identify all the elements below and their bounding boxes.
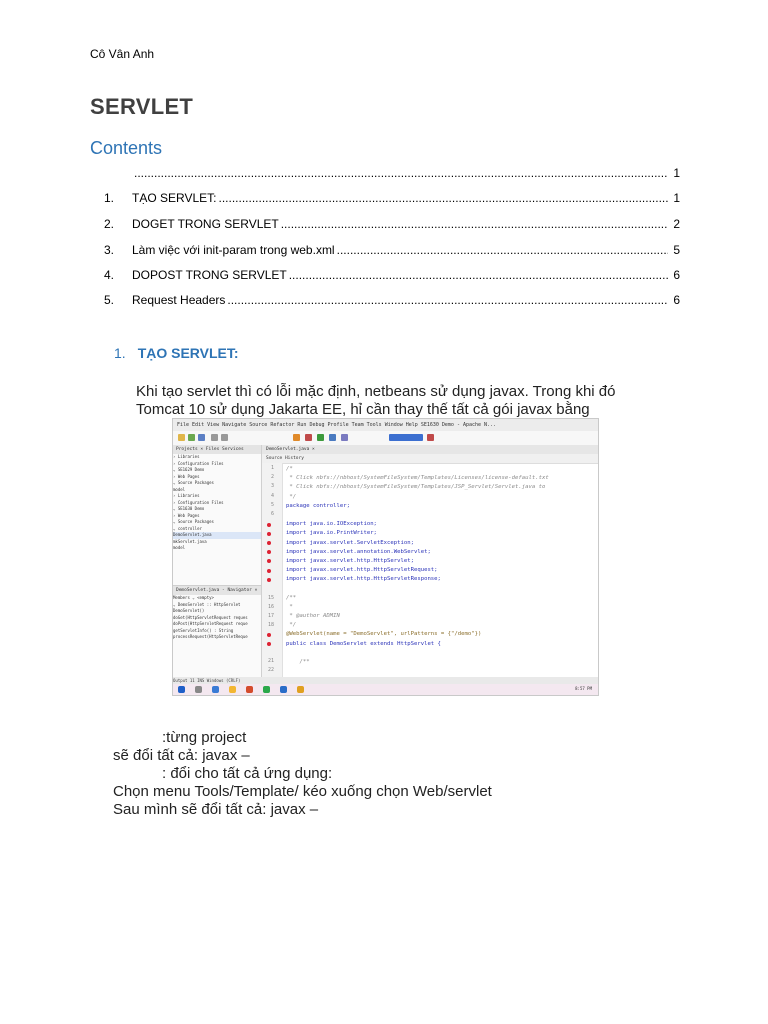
toc-leader bbox=[218, 191, 668, 205]
code-line: @WebServlet(name = "DemoServlet", urlPatterns = {"/demo"}) bbox=[286, 631, 482, 638]
search-icon[interactable] bbox=[195, 686, 202, 693]
file-explorer-icon[interactable] bbox=[229, 686, 236, 693]
navigator-item[interactable]: ⌄ DemoServlet :: HttpServlet bbox=[173, 601, 241, 607]
code-line bbox=[286, 649, 596, 658]
netbeans-screenshot bbox=[172, 418, 599, 696]
after-line-2: sẽ đổi tất cả: javax – bbox=[113, 747, 250, 764]
error-marker-icon bbox=[267, 642, 271, 646]
code-area[interactable] bbox=[286, 465, 596, 667]
section-heading bbox=[114, 345, 239, 361]
toc-entry-1[interactable] bbox=[90, 187, 680, 205]
document-title: SERVLET bbox=[90, 94, 194, 119]
error-marker-icon bbox=[267, 633, 271, 637]
code-line: */ bbox=[286, 493, 297, 500]
code-line bbox=[286, 511, 596, 520]
tree-item[interactable]: ⌄ Source Packages bbox=[173, 480, 214, 485]
error-marker-icon bbox=[267, 569, 271, 573]
tree-item[interactable]: ⌄ controller bbox=[173, 525, 202, 531]
toc-leader bbox=[134, 166, 668, 180]
memory-indicator-icon bbox=[389, 434, 423, 441]
tree-item[interactable]: › Configuration Files bbox=[173, 499, 224, 505]
save-icon bbox=[198, 434, 205, 441]
navigator-item[interactable]: doPost(HttpServletRequest reque bbox=[173, 621, 248, 626]
task-view-icon[interactable] bbox=[212, 686, 219, 693]
ide-menubar: File Edit View Navigate Source Refactor Run Debug Profile Team Tools Window Help SE1630 Demo - Apache N... bbox=[173, 419, 598, 431]
toc-page-number: 6 bbox=[673, 293, 680, 307]
line-number: 17 bbox=[267, 613, 274, 619]
contents-heading: Contents bbox=[90, 138, 163, 158]
line-number: 5 bbox=[270, 501, 274, 508]
code-line bbox=[286, 584, 596, 593]
chrome-icon[interactable] bbox=[263, 686, 270, 693]
after-line-1: :từng project bbox=[162, 729, 247, 746]
code-line: import java.io.IOException; bbox=[286, 521, 377, 528]
projects-tabs: Projects × Files Services bbox=[173, 445, 261, 454]
build-icon bbox=[293, 434, 300, 441]
code-line: import java.io.PrintWriter; bbox=[286, 530, 377, 537]
toc-entry-0[interactable] bbox=[90, 162, 680, 180]
error-marker-icon bbox=[267, 550, 271, 554]
after-line-5: Sau mình sẽ đổi tất cả: javax – bbox=[113, 801, 319, 818]
toc-text: Request Headers bbox=[132, 293, 226, 307]
section-title: TẠO SERVLET: bbox=[137, 345, 239, 361]
line-number: 2 bbox=[270, 474, 274, 481]
code-line: import javax.servlet.ServletException; bbox=[286, 539, 414, 546]
tree-item[interactable]: ⌄ SE1629 Demo bbox=[173, 467, 205, 472]
section-number: 1. bbox=[114, 345, 126, 361]
toc-page-number: 1 bbox=[673, 166, 680, 180]
tree-item-selected[interactable]: DemoServlet.java bbox=[173, 532, 261, 539]
navigator-item[interactable]: DemoServlet() bbox=[173, 608, 205, 613]
code-editor[interactable] bbox=[262, 445, 598, 677]
line-number-gutter bbox=[262, 463, 283, 677]
code-line: * @author ADMIN bbox=[286, 613, 340, 619]
code-line: /* bbox=[286, 466, 293, 472]
outlook-icon[interactable] bbox=[280, 686, 287, 693]
code-line: import javax.servlet.http.HttpServletResponse; bbox=[286, 576, 441, 583]
line-number: 1 bbox=[270, 465, 274, 471]
toc-page-number: 6 bbox=[673, 268, 680, 282]
toc-leader bbox=[227, 293, 668, 307]
navigator-item[interactable]: processRequest(HttpServletReque bbox=[173, 634, 248, 639]
toc-number: 5. bbox=[104, 293, 115, 307]
line-number: 3 bbox=[270, 483, 274, 490]
line-number: 15 bbox=[267, 594, 274, 601]
line-number: 6 bbox=[270, 511, 274, 517]
toc-number: 1. bbox=[104, 191, 115, 205]
after-line-3: : đổi cho tất cả ứng dụng: bbox=[162, 765, 333, 782]
new-project-icon bbox=[178, 434, 185, 441]
error-marker-icon bbox=[267, 541, 271, 545]
toc-entry-3[interactable] bbox=[90, 239, 680, 257]
windows-taskbar bbox=[173, 684, 598, 695]
code-line: * Click nbfs://nbhost/SystemFileSystem/Templates/JSP_Servlet/Servlet.java to bbox=[286, 484, 546, 491]
ide-toolbar bbox=[173, 431, 598, 446]
toc-entry-5[interactable] bbox=[90, 289, 680, 307]
redo-icon bbox=[221, 434, 228, 441]
code-line: * bbox=[286, 603, 293, 610]
toc-text: DOGET TRONG SERVLET bbox=[132, 217, 279, 231]
tree-item[interactable]: ⌄ Source Packages bbox=[173, 519, 214, 524]
line-number: 22 bbox=[267, 667, 274, 674]
line-number: 16 bbox=[267, 603, 274, 610]
projects-panel bbox=[173, 445, 262, 677]
debug-icon bbox=[329, 434, 336, 441]
tree-item[interactable]: model bbox=[173, 545, 186, 550]
code-line: */ bbox=[286, 622, 297, 629]
code-line: import javax.servlet.http.HttpServletRequest; bbox=[286, 567, 438, 574]
code-line: public class DemoServlet extends HttpServlet { bbox=[286, 640, 441, 647]
toc-number: 3. bbox=[104, 243, 115, 257]
toc-number: 2. bbox=[104, 217, 115, 231]
line-number: 21 bbox=[267, 658, 274, 665]
toc-leader bbox=[337, 243, 668, 257]
toc-text: TẠO SERVLET: bbox=[132, 191, 217, 205]
toc-entry-2[interactable] bbox=[90, 213, 680, 231]
toc-page-number: 5 bbox=[673, 243, 680, 257]
code-line: import javax.servlet.http.HttpServlet; bbox=[286, 557, 414, 564]
toc-text: DOPOST TRONG SERVLET bbox=[132, 268, 287, 282]
tree-item[interactable]: mkServlet.java bbox=[173, 538, 207, 544]
navigator-panel bbox=[173, 585, 261, 678]
clean-build-icon bbox=[305, 434, 312, 441]
error-marker-icon bbox=[267, 578, 271, 582]
toc-page-number: 2 bbox=[673, 217, 680, 231]
toc-text: Làm việc với init-param trong web.xml bbox=[132, 243, 335, 257]
toc-leader bbox=[289, 268, 668, 282]
line-number: 18 bbox=[267, 622, 274, 629]
section-paragraph-line-2: Tomcat 10 sử dụng Jakarta EE, hỉ cần thay thế tất cả gói javax bằng bbox=[136, 401, 590, 418]
error-marker-icon bbox=[267, 523, 271, 527]
toc-page-number: 1 bbox=[673, 191, 680, 205]
tree-item[interactable]: › Web Pages bbox=[173, 473, 200, 479]
navigator-item[interactable]: getServletInfo() : String bbox=[173, 627, 234, 633]
profile-icon bbox=[341, 434, 348, 441]
toc-number: 4. bbox=[104, 268, 115, 282]
section-paragraph-line-1: Khi tạo servlet thì có lỗi mặc định, netbeans sử dụng javax. Trong khi đó bbox=[136, 383, 616, 400]
app-icon[interactable] bbox=[246, 686, 253, 693]
navigator-item[interactable]: Members ⌄ <empty> bbox=[173, 595, 214, 600]
error-marker-icon bbox=[267, 559, 271, 563]
start-icon[interactable] bbox=[178, 686, 185, 693]
netbeans-icon[interactable] bbox=[297, 686, 304, 693]
code-line: /** bbox=[286, 658, 310, 665]
tree-item[interactable]: › Configuration Files bbox=[173, 460, 224, 466]
after-line-4: Chọn menu Tools/Template/ kéo xuống chọn Web/servlet bbox=[113, 783, 492, 800]
editor-tab[interactable]: DemoServlet.java × bbox=[262, 445, 598, 454]
code-line: * Click nbfs://nbhost/SystemFileSystem/Templates/Licenses/license-default.txt bbox=[286, 475, 549, 482]
undo-icon bbox=[211, 434, 218, 441]
gc-icon bbox=[427, 434, 434, 441]
code-line: package controller; bbox=[286, 502, 350, 509]
code-line: /** bbox=[286, 594, 297, 601]
code-line: import javax.servlet.annotation.WebServlet; bbox=[286, 548, 431, 555]
taskbar-clock: 8:57 PM bbox=[575, 686, 592, 691]
run-icon bbox=[317, 434, 324, 441]
tree-item[interactable]: › Libraries bbox=[173, 454, 200, 459]
error-marker-icon bbox=[267, 532, 271, 536]
navigator-title: DemoServlet.java - Navigator × bbox=[173, 586, 261, 595]
toc-entry-4[interactable] bbox=[90, 264, 680, 282]
line-number: 4 bbox=[270, 492, 274, 499]
tree-item[interactable]: model bbox=[173, 486, 186, 492]
tree-item[interactable]: › Libraries bbox=[173, 493, 200, 498]
editor-subtabs[interactable]: Source History bbox=[262, 454, 598, 464]
author-header: Cô Vân Anh bbox=[90, 47, 155, 61]
tree-item[interactable]: ⌄ SE1630 Demo bbox=[173, 506, 205, 511]
open-icon bbox=[188, 434, 195, 441]
navigator-item[interactable]: doGet(HttpServletRequest reques bbox=[173, 614, 248, 620]
tree-item[interactable]: › Web Pages bbox=[173, 512, 200, 518]
toc-leader bbox=[281, 217, 668, 231]
ide-status-bar: Output 11 INS Windows (CRLF) bbox=[173, 677, 598, 684]
